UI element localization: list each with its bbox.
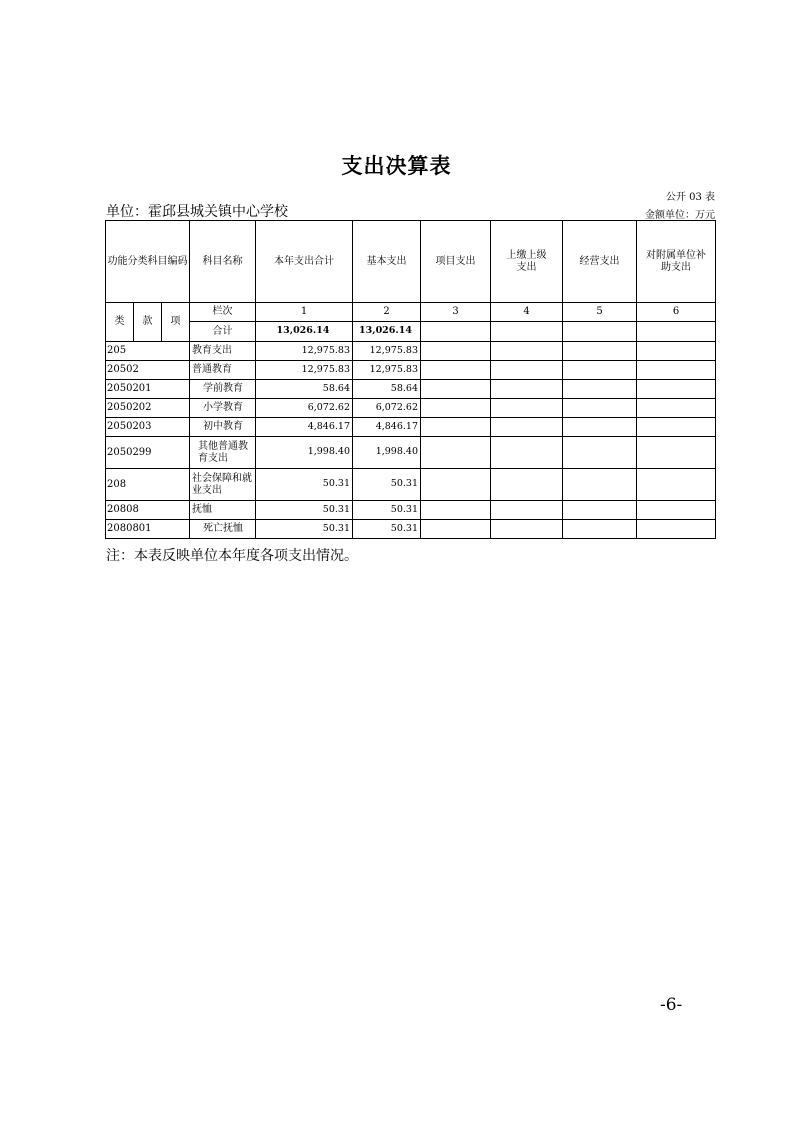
row-code: 2050203 — [106, 418, 190, 437]
table-row — [106, 469, 716, 501]
row-total: 50.31 — [256, 469, 353, 501]
table-row — [106, 399, 716, 418]
row-code: 2050299 — [106, 437, 190, 469]
col-number-1: 1 — [256, 303, 353, 322]
table-row — [106, 501, 716, 520]
row-basic: 12,975.83 — [353, 342, 421, 361]
row-code: 205 — [106, 342, 190, 361]
row-basic: 4,846.17 — [353, 418, 421, 437]
form-number: 公开 03 表 — [665, 192, 715, 203]
header-business: 经营支出 — [563, 221, 637, 303]
header-classification: 功能分类科目编码 — [106, 221, 190, 303]
row-basic: 6,072.62 — [353, 399, 421, 418]
col-number-4: 4 — [491, 303, 563, 322]
row-name: 小学教育 — [190, 399, 256, 418]
money-unit-label: 金额单位：万元 — [645, 210, 715, 221]
header-kuan: 款 — [134, 303, 162, 342]
row-name: 普通教育 — [190, 361, 256, 380]
row-code: 2080801 — [106, 520, 190, 539]
row-basic: 12,975.83 — [353, 361, 421, 380]
row-code: 208 — [106, 469, 190, 501]
table-row — [106, 380, 716, 399]
row-name: 其他普通教育支出 — [190, 437, 256, 469]
row-basic: 1,998.40 — [353, 437, 421, 469]
row-basic: 58.64 — [353, 380, 421, 399]
header-project: 项目支出 — [421, 221, 491, 303]
header-total: 本年支出合计 — [256, 221, 353, 303]
row-name: 社会保障和就业支出 — [190, 469, 256, 501]
page-title: 支出决算表 — [341, 154, 452, 178]
header-subsidy: 对附属单位补助支出 — [637, 221, 716, 303]
col-number-3: 3 — [421, 303, 491, 322]
row-code: 2050201 — [106, 380, 190, 399]
row-basic: 50.31 — [353, 501, 421, 520]
row-code: 20808 — [106, 501, 190, 520]
header-lei: 类 — [106, 303, 134, 342]
total-basic: 13,026.14 — [353, 322, 421, 342]
col-number-5: 5 — [563, 303, 637, 322]
total-value: 13,026.14 — [256, 322, 353, 342]
row-name: 死亡抚恤 — [190, 520, 256, 539]
col-number-6: 6 — [637, 303, 716, 322]
header-basic: 基本支出 — [353, 221, 421, 303]
row-basic: 50.31 — [353, 469, 421, 501]
row-name: 学前教育 — [190, 380, 256, 399]
row-name: 抚恤 — [190, 501, 256, 520]
header-xiang: 项 — [162, 303, 190, 342]
row-total: 50.31 — [256, 520, 353, 539]
unit-label: 单位：霍邱县城关镇中心学校 — [106, 204, 288, 220]
header-upper: 上缴上级支出 — [491, 221, 563, 303]
row-total: 1,998.40 — [256, 437, 353, 469]
table-note: 注：本表反映单位本年度各项支出情况。 — [106, 548, 358, 564]
table-row — [106, 361, 716, 380]
row-total: 12,975.83 — [256, 342, 353, 361]
row-total: 6,072.62 — [256, 399, 353, 418]
table-row — [106, 342, 716, 361]
expenditure-table — [105, 220, 716, 539]
row-name: 教育支出 — [190, 342, 256, 361]
row-basic: 50.31 — [353, 520, 421, 539]
row-total: 50.31 — [256, 501, 353, 520]
row-total: 12,975.83 — [256, 361, 353, 380]
row-code: 2050202 — [106, 399, 190, 418]
table-row — [106, 520, 716, 539]
header-name: 科目名称 — [190, 221, 256, 303]
row-name: 初中教育 — [190, 418, 256, 437]
total-label: 合计 — [190, 322, 256, 342]
table-row — [106, 418, 716, 437]
row-code: 20502 — [106, 361, 190, 380]
row-total: 4,846.17 — [256, 418, 353, 437]
column-label: 栏次 — [190, 303, 256, 322]
col-number-2: 2 — [353, 303, 421, 322]
page-number: -6- — [660, 995, 683, 1015]
table-row — [106, 437, 716, 469]
row-total: 58.64 — [256, 380, 353, 399]
